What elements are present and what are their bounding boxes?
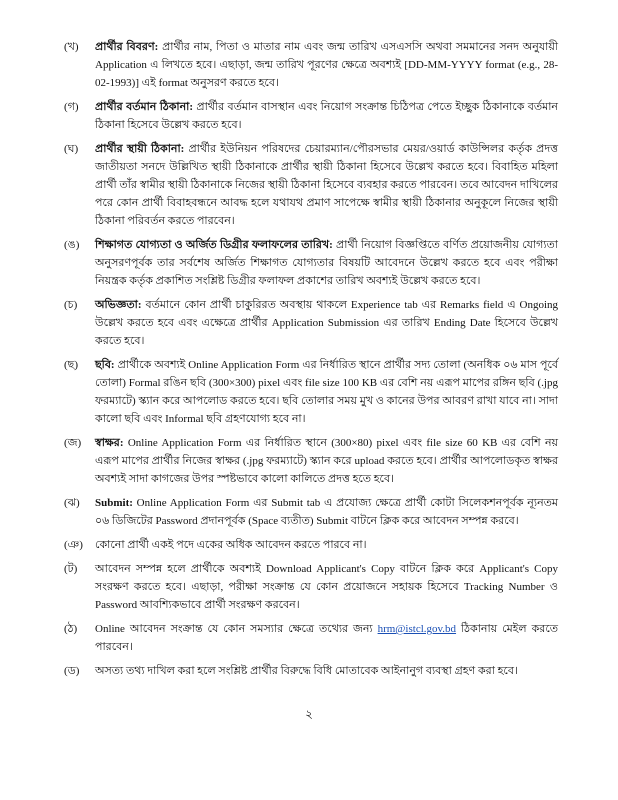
item-label: (ঙ) (64, 239, 80, 251)
item-label: (ছ) (64, 359, 78, 371)
item-text (95, 356, 558, 428)
item-body: Online আবেদন সংক্রান্ত যে কোন সমস্যার ক্ষেত্রে তথ্যের জন্য (95, 623, 378, 635)
item-body: Online Application Form এর নির্ধারিত স্থানে (300×80) pixel এবং file size 60 KB এর বেশি নয় এরূপ মাপের প্রার্থীর নিজের স্বাক্ষর (.jpg ফরম্যাটে) স্ক্যান করে upload করতে হবে। প্রার্থীর আপলোডকৃত স্বাক্ষর অবশ্যই সাদা কাগজের উপর স্পষ্টভাবে কালো কালিতে প্রদত্ত হতে হবে। (95, 437, 558, 485)
item-body: প্রার্থীর নাম, পিতা ও মাতার নাম এবং জন্ম তারিখ এসএসসি অথবা সমমানের সনদ অনুযায়ী Application এ লিখতে হবে। এছাড়া, জন্ম তারিখ পূরণের ক্ষেত্রে অবশ্যই [DD-MM-YYYY format (e.g., 28-02-1993)] এই format অনুসরণ করতে হবে। (95, 41, 558, 89)
item-body: অসত্য তথ্য দাখিল করা হলে সংশ্লিষ্ট প্রার্থীর বিরুদ্ধে বিধি মোতাবেক আইনানুগ ব্যবস্থা গ্রহণ করা হবে। (95, 665, 518, 677)
item-text (95, 494, 558, 530)
item-text (95, 98, 558, 134)
item-body: প্রার্থীর বর্তমান বাসস্থান এবং নিয়োগ সংক্রান্ত চিঠিপত্র পেতে ইচ্ছুক ঠিকানাকে বর্তমান ঠিকানা হিসেবে উল্লেখ করতে হবে। (95, 101, 558, 131)
item-title: স্বাক্ষর: (95, 437, 124, 449)
item-text (95, 434, 558, 488)
item-body: Online Application Form এর Submit tab এ প্রযোজ্য ক্ষেত্রে প্রার্থী কোটা সিলেকশনপূর্বক ন্যূনতম ০৬ ডিজিটের Password প্রদানপূর্বক (Space ব্যতীত) Submit বাটনে ক্লিক করে আবেদন সম্পন্ন করবে। (95, 497, 558, 527)
item-body: আবেদন সম্পন্ন হলে প্রার্থীকে অবশ্যই Download Applicant's Copy বাটনে ক্লিক করে Applicant's Copy সংরক্ষণ করতে হবে। এছাড়া, পরীক্ষা সংক্রান্ত যে কোন প্রয়োজনে সহায়ক হিসেবে Tracking Number ও Password আবশ্যিকভাবে প্রার্থী সংরক্ষণ করবেন। (95, 563, 558, 611)
list-item (64, 560, 558, 614)
list-item (64, 662, 558, 680)
email-link[interactable]: hrm@istcl.gov.bd (377, 623, 457, 635)
item-body: বর্তমানে কোন প্রার্থী চাকুরিরত অবস্থায় থাকলে Experience tab এর Remarks field এ Ongoing উল্লেখ করতে হবে এবং এক্ষেত্রে প্রার্থীর Application Submission এর তারিখ Ending Date হিসেবে উল্লেখ করতে হবে। (95, 299, 559, 347)
item-label: (ঘ) (64, 143, 79, 155)
item-text (95, 536, 558, 554)
spacer (0, 686, 618, 706)
list-item (64, 38, 558, 92)
item-title: প্রার্থীর স্থায়ী ঠিকানা: (95, 143, 185, 155)
list-item (64, 98, 558, 134)
item-title: অভিজ্ঞতা: (95, 299, 142, 311)
item-body: কোনো প্রার্থী একই পদে একের অধিক আবেদন করতে পারবে না। (95, 539, 367, 551)
item-text (95, 620, 558, 656)
item-title: ছবি: (95, 359, 115, 371)
item-label: (চ) (64, 299, 78, 311)
list-item (64, 140, 558, 230)
page-number: ২ (305, 707, 313, 721)
item-body-after: ঠিকানায় মেইল করতে পারবেন। (95, 623, 558, 653)
list-item (64, 494, 558, 530)
list-item (64, 620, 558, 656)
item-title: শিক্ষাগত যোগ্যতা ও অর্জিত ডিগ্রীর ফলাফলের তারিখ: (95, 239, 333, 251)
item-label: (ঞ) (64, 539, 83, 551)
item-label: (ঝ) (64, 497, 80, 509)
item-label: (ঠ) (64, 623, 78, 635)
list-item (64, 536, 558, 554)
list-item (64, 434, 558, 488)
item-text (95, 296, 558, 350)
item-title: প্রার্থীর বিবরণ: (95, 41, 159, 53)
item-body: প্রার্থী নিয়োগ বিজ্ঞপ্তিতে বর্ণিত প্রয়োজনীয় যোগ্যতা অনুসরণপূর্বক তার সর্বশেষ অর্জিত শিক্ষাগত যোগ্যতার বিষয়টি আবেদনে উল্লেখ করতে হবে এবং পরীক্ষা নিয়ন্ত্রক কর্তৃক প্রকাশিত সংশ্লিষ্ট ডিগ্রীর ফলাফল প্রকাশের তারিখ অবশ্যই উল্লেখ করতে হবে। (95, 239, 558, 287)
item-label: (ড) (64, 665, 80, 677)
list-item (64, 236, 558, 290)
item-text (95, 662, 558, 680)
item-text (95, 38, 558, 92)
item-label: (গ) (64, 101, 79, 113)
item-label: (ট) (64, 563, 78, 575)
item-text (95, 140, 558, 230)
item-text (95, 236, 558, 290)
list-item (64, 356, 558, 428)
instruction-list (0, 38, 618, 686)
item-label: (খ) (64, 41, 79, 53)
item-body: প্রার্থীর ইউনিয়ন পরিষদের চেয়ারম্যান/পৌরসভার মেয়র/ওয়ার্ড কাউন্সিলর কর্তৃক প্রদত্ত জাতীয়তা সনদে উল্লিখিত স্থায়ী ঠিকানাকে প্রার্থীর স্থায়ী ঠিকানা হিসেবে উল্লেখ করতে হবে। বিবাহিত মহিলা প্রার্থী তাঁর স্বামীর স্থায়ী ঠিকানাকে নিজের স্থায়ী ঠিকানা হিসেবে ব্যবহার করতে পারবেন। তবে আবেদন দাখিলের পরে কোন প্রার্থী বিবাহবন্ধনে আবদ্ধ হলে যথাযথ প্রমাণ সাপেক্ষে স্বামীর স্থায়ী ঠিকানার অনুকূলে নিজের স্থায়ী ঠিকানা পরিবর্তন করতে পারবেন। (95, 143, 559, 227)
item-body: প্রার্থীকে অবশ্যই Online Application Form এর নির্ধারিত স্থানে প্রার্থীর সদ্য তোলা (অনধিক ০৬ মাস পূর্বে তোলা) Formal রঙিন ছবি (300×300) pixel এবং file size 100 KB এর বেশি নয় এরূপ মাপের রঙ্গিন ছবি (.jpg ফরম্যাটে) স্ক্যান করে আপলোড করতে হবে। ছবি তোলার সময় মুখ ও কানের উপর আবরণ রাখা যাবে না। সাদা কালো ছবি এবং Informal ছবি গ্রহণযোগ্য হবে না। (95, 359, 559, 425)
list-item (64, 296, 558, 350)
item-title: প্রার্থীর বর্তমান ঠিকানা: (95, 101, 194, 113)
item-label: (জ) (64, 437, 82, 449)
item-text (95, 560, 558, 614)
item-title: Submit: (95, 497, 133, 509)
